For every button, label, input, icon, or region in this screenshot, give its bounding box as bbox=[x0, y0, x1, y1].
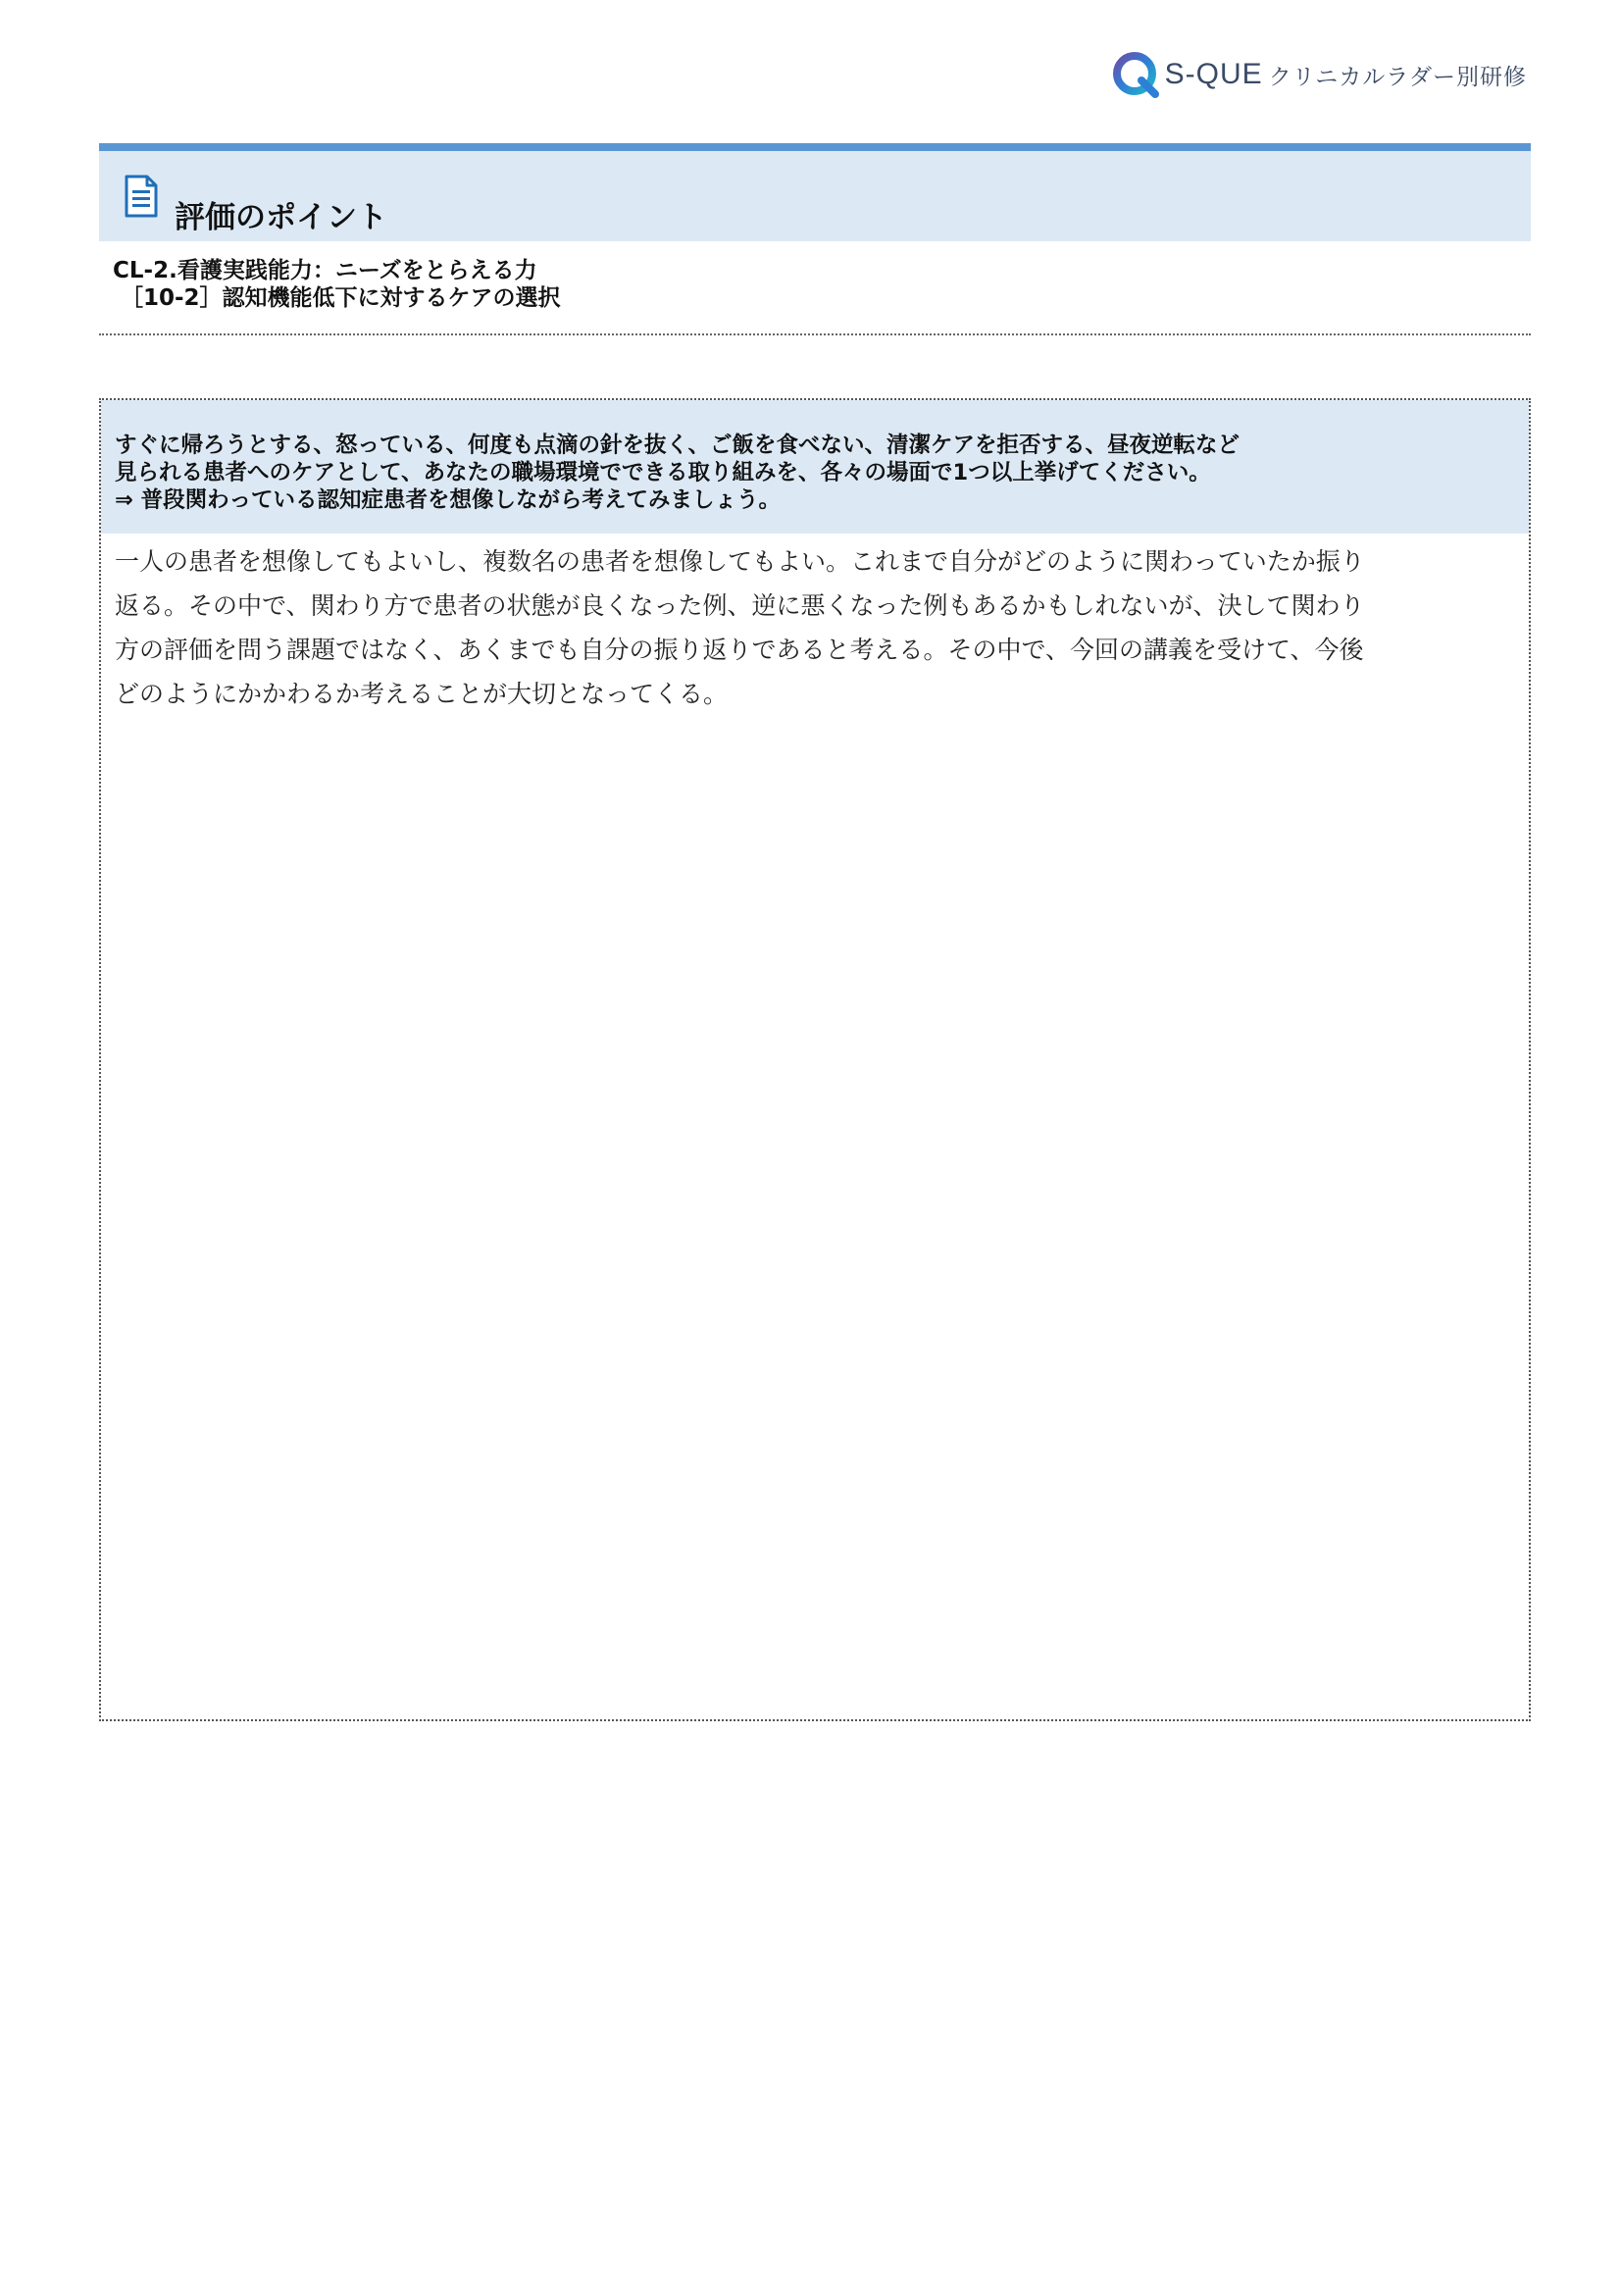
section-title: 評価のポイント bbox=[175, 200, 387, 235]
brand-header bbox=[1112, 49, 1527, 100]
brand-name: S-QUE bbox=[1164, 58, 1263, 90]
section-header bbox=[99, 143, 1531, 241]
competency-line: CL-2.看護実践能力：ニーズをとらえる力 bbox=[113, 258, 537, 283]
s-que-logo-icon bbox=[1112, 50, 1161, 99]
topic-line: ［10-2］認知機能低下に対するケアの選択 bbox=[121, 285, 561, 311]
question-block bbox=[101, 400, 1529, 534]
question-hint: ⇒ 普段関わっている認知症患者を想像しながら考えてみましょう。 bbox=[115, 487, 781, 513]
divider bbox=[99, 333, 1531, 335]
document-icon bbox=[125, 175, 158, 218]
question-line: 見られる患者へのケアとして、あなたの職場環境でできる取り組みを、各々の場面で1つ以上挙げてください。 bbox=[115, 460, 1211, 485]
question-line: すぐに帰ろうとする、怒っている、何度も点滴の針を抜く、ご飯を食べない、清潔ケアを拒否する、昼夜逆転など bbox=[115, 433, 1240, 458]
answer-text: 一人の患者を想像してもよいし、複数名の患者を想像してもよい。これまで自分がどのように関わっていたか振り 返る。その中で、関わり方で患者の状態が良くなった例、逆に悪くなった例もあるかもしれないが、決して関わり 方の評価を問う課題ではなく、あくまでも自分の振り返りであると考える。その中で、今回の講義を受けて、今後 どのようにかかわるか考えることが大切となってくる。 bbox=[115, 547, 1365, 708]
question-answer-box bbox=[99, 398, 1531, 1721]
brand-subtitle: クリニカルラダー別研修 bbox=[1268, 64, 1527, 90]
course-meta bbox=[113, 257, 561, 312]
